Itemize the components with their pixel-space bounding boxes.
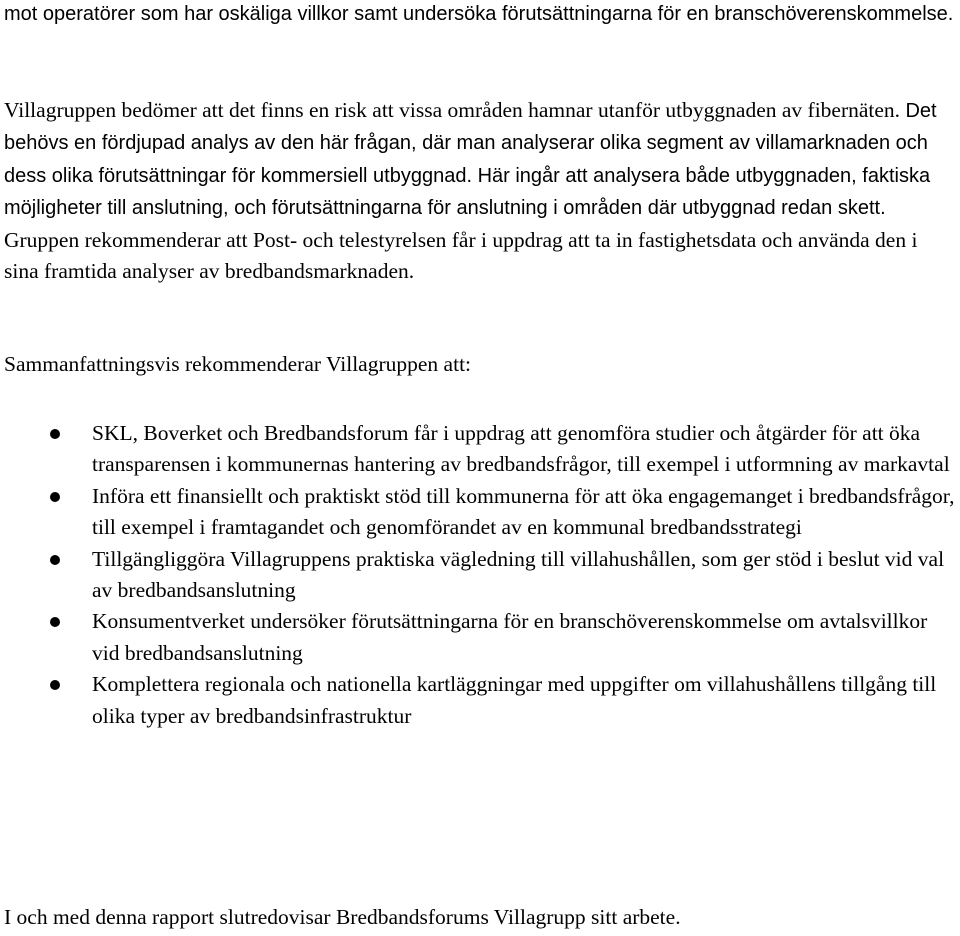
recommendation-item — [4, 544, 956, 607]
recommendation-item — [4, 481, 956, 544]
recommendation-text: SKL, Boverket och Bredbandsforum får i uppdrag att genomföra studier och åtgärder för att öka transparensen i kommunernas hantering av bredbandsfrågor, till exempel i utformning av markavtal — [92, 421, 950, 477]
recommendation-text: Införa ett finansiellt och praktiskt stöd till kommunerna för att öka engagemanget i bredbandsfrågor, till exempel i framtagandet och genomförandet av en kommunal bredbandsstrategi — [92, 483, 955, 540]
closing-paragraph: I och med denna rapport slutredovisar Bredbandsforums Villagrupp sitt arbete. — [4, 905, 681, 929]
analysis-run-2: Det behövs en fördjupad analys av den här frågan, där man analyserar olika segment av villamarknaden och dess olika förutsättningar för kommersiell utbyggnad. Här ingår att analysera både utbyggnaden, faktiska möjligheter till anslutning, och förutsättningarna för anslutning i områden där utbyggnad redan skett. — [4, 100, 937, 220]
recommendation-item — [4, 606, 956, 669]
recommendation-item — [4, 418, 956, 481]
bullet-icon — [50, 429, 60, 439]
recommendation-text: Komplettera regionala och nationella kartläggningar med uppgifter om villahushållens tillgång till olika typer av bredbandsinfrastruktur — [92, 672, 937, 728]
bullet-icon — [50, 492, 60, 502]
summary-heading: Sammanfattningsvis rekommenderar Villagruppen att: — [4, 352, 472, 376]
intro-paragraph: mot operatörer som har oskäliga villkor samt undersöka förutsättningarna för en branschöverenskommelse. — [4, 3, 954, 25]
recommendation-list — [4, 418, 956, 732]
recommendation-item — [4, 669, 956, 732]
bullet-icon — [50, 555, 60, 565]
recommendation-text: Tillgängliggöra Villagruppens praktiska vägledning till villahushållen, som ger stöd i beslut vid val av bredbandsanslutning — [92, 546, 945, 603]
analysis-paragraph — [4, 95, 956, 287]
bullet-icon — [50, 680, 60, 690]
analysis-run-1: Villagruppen bedömer att det finns en risk att vissa områden hamnar utanför utbyggnaden av fibernäten. — [4, 98, 906, 122]
bullet-icon — [50, 617, 60, 627]
analysis-run-3: Gruppen rekommenderar att Post- och telestyrelsen får i uppdrag att ta in fastighetsdata och använda den i sina framtida analyser av bredbandsmarknaden. — [4, 227, 918, 284]
recommendation-text: Konsumentverket undersöker förutsättningarna för en branschöverenskommelse om avtalsvillkor vid bredbandsanslutning — [92, 609, 928, 665]
